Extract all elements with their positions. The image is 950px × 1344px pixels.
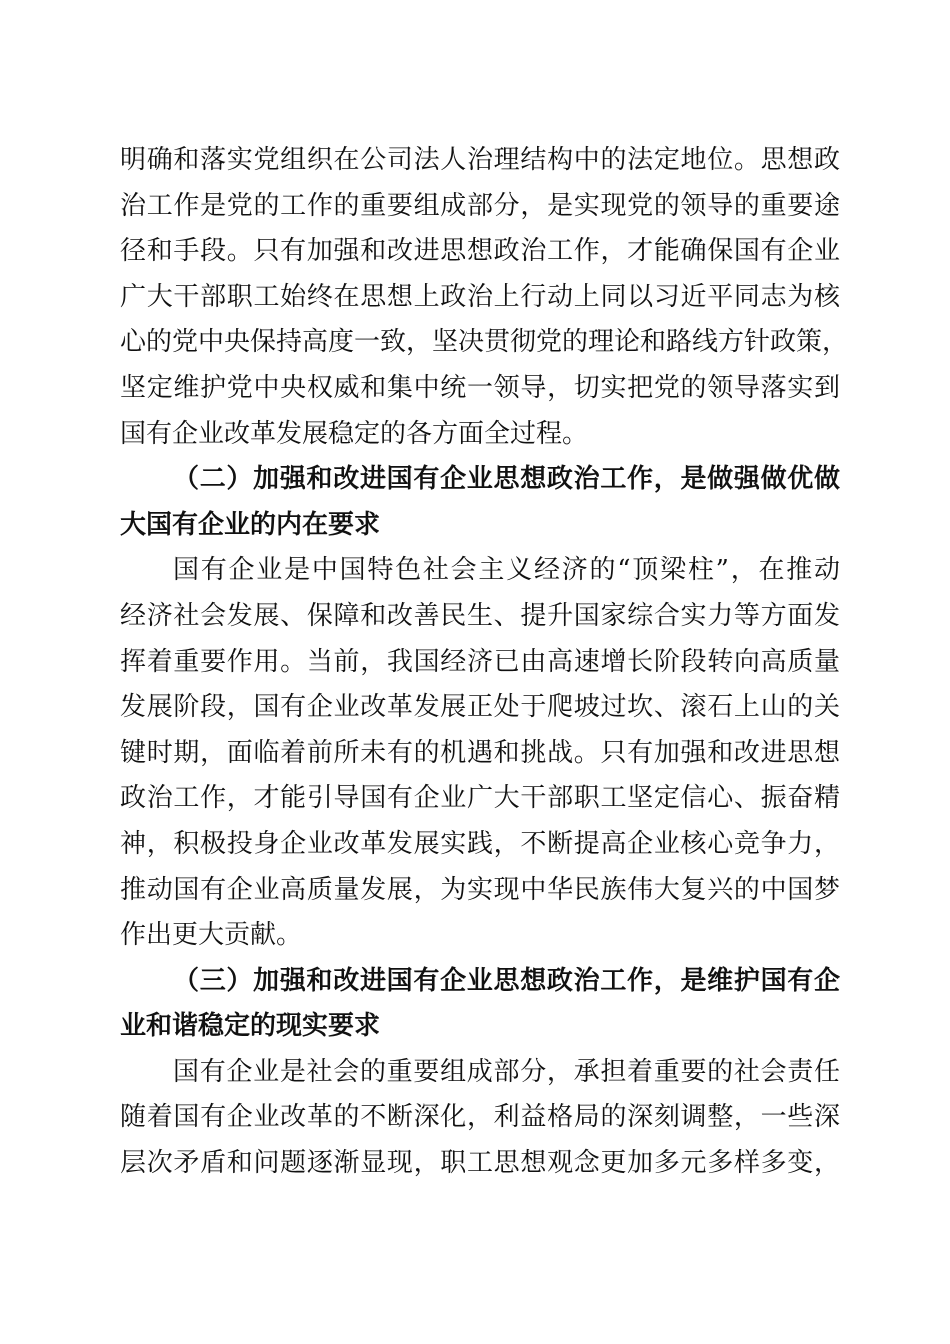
- paragraph-line: 随着国有企业改革的不断深化，利益格局的深刻调整，一些深: [120, 1102, 840, 1133]
- section-heading-2: [120, 457, 840, 548]
- paragraph-line: 国有企业是中国特色社会主义经济的“顶梁柱”，在推动: [173, 555, 840, 586]
- paragraph-line: 坚定维护党中央权威和集中统一领导，切实把党的领导落实到: [120, 372, 840, 403]
- document-body: [120, 138, 849, 1187]
- paragraph-line: 径和手段。只有加强和改进思想政治工作，才能确保国有企业: [120, 236, 840, 267]
- paragraph-line: 挥着重要作用。当前，我国经济已由高速增长阶段转向高质量: [120, 646, 840, 677]
- paragraph-line: 政治工作，才能引导国有企业广大干部职工坚定信心、振奋精: [120, 783, 840, 814]
- heading-line: 大国有企业的内在要求: [120, 509, 381, 540]
- heading-line: （三）加强和改进国有企业思想政治工作，是维护国有企: [173, 965, 840, 996]
- paragraph-line: 作出更大贡献。: [120, 920, 303, 951]
- paragraph-2: [120, 548, 840, 958]
- section-heading-3: [120, 959, 840, 1050]
- paragraph-line: 神，积极投身企业改革发展实践，不断提高企业核心竞争力，: [120, 828, 840, 859]
- paragraph-line: 治工作是党的工作的重要组成部分，是实现党的领导的重要途: [120, 190, 840, 221]
- paragraph-line: 发展阶段，国有企业改革发展正处于爬坡过坎、滚石上山的关: [120, 692, 840, 723]
- paragraph-line: 广大干部职工始终在思想上政治上行动上同以习近平同志为核: [120, 281, 840, 312]
- paragraph-line: 国有企业是社会的重要组成部分，承担着重要的社会责任: [173, 1056, 840, 1087]
- paragraph-line: 键时期，面临着前所未有的机遇和挑战。只有加强和改进思想: [120, 737, 840, 768]
- paragraph-line: 推动国有企业高质量发展，为实现中华民族伟大复兴的中国梦: [120, 874, 840, 905]
- heading-line: 业和谐稳定的现实要求: [120, 1011, 381, 1042]
- paragraph-3: [120, 1050, 840, 1187]
- paragraph-line: 心的党中央保持高度一致，坚决贯彻党的理论和路线方针政策，: [120, 327, 849, 358]
- paragraph-line: 层次矛盾和问题逐渐显现，职工思想观念更加多元多样多变，: [120, 1148, 840, 1179]
- paragraph-line: 明确和落实党组织在公司法人治理结构中的法定地位。思想政: [120, 145, 840, 175]
- paragraph-line: 国有企业改革发展稳定的各方面全过程。: [120, 418, 589, 449]
- paragraph-line: 经济社会发展、保障和改善民生、提升国家综合实力等方面发: [120, 600, 840, 631]
- paragraph-1: [120, 138, 849, 457]
- heading-line: （二）加强和改进国有企业思想政治工作，是做强做优做: [173, 464, 840, 495]
